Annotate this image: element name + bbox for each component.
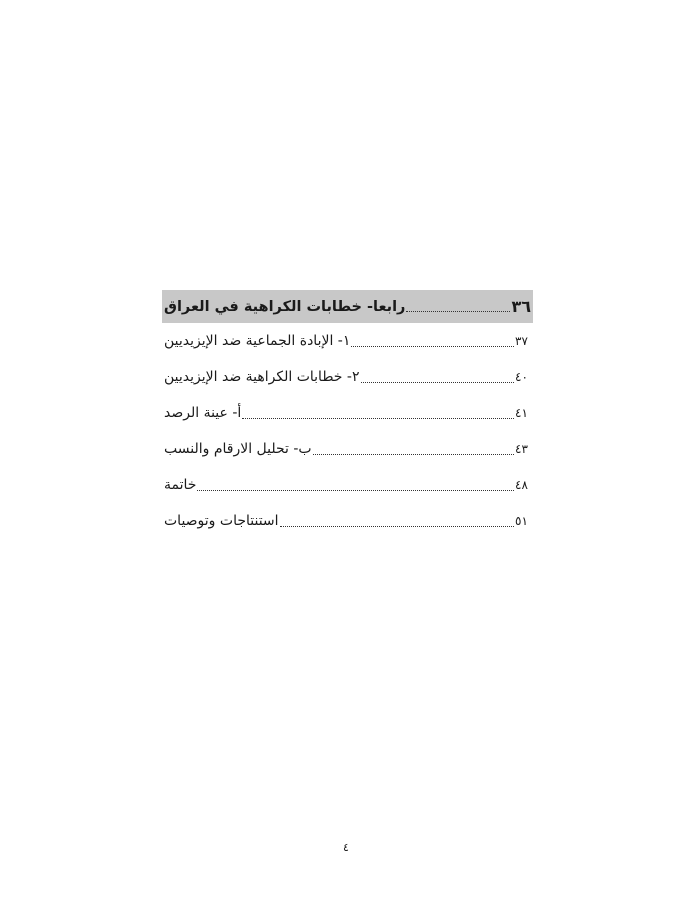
dot-leader [280,526,514,527]
toc-entry [162,503,533,539]
toc-entry [162,359,533,395]
dot-leader [361,382,515,383]
toc-entry-page: ٤٠ [515,370,528,384]
toc-entry-title: خاتمة [164,477,197,493]
toc-entry-page: ٣٧ [515,334,528,348]
toc-section-heading [162,290,533,323]
table-of-contents [162,290,533,539]
toc-entry [162,431,533,467]
dot-leader [351,346,514,347]
toc-entry-title: استنتاجات وتوصيات [164,513,279,529]
dot-leader [242,418,514,419]
toc-entry-title: ١- الإبادة الجماعية ضد الإيزيديين [164,333,351,349]
toc-section-page: ٣٦ [511,297,531,316]
toc-section-title: رابعا- خطابات الكراهية في العراق [164,298,406,315]
dot-leader [313,454,514,455]
toc-entry-page: ٤٣ [515,442,528,456]
toc-entry-page: ٤١ [515,406,528,420]
toc-entry-title: ب- تحليل الارقام والنسب [164,441,312,457]
toc-entry-page: ٥١ [515,514,528,528]
page-number: ٤ [343,841,349,854]
toc-entry-title: أ- عينة الرصد [164,405,242,421]
dot-leader [406,311,510,312]
dot-leader [197,490,514,491]
toc-entry [162,395,533,431]
toc-entry-page: ٤٨ [515,478,528,492]
toc-entry [162,467,533,503]
toc-entry [162,323,533,359]
toc-entry-title: ٢- خطابات الكراهية ضد الإيزيديين [164,369,360,385]
